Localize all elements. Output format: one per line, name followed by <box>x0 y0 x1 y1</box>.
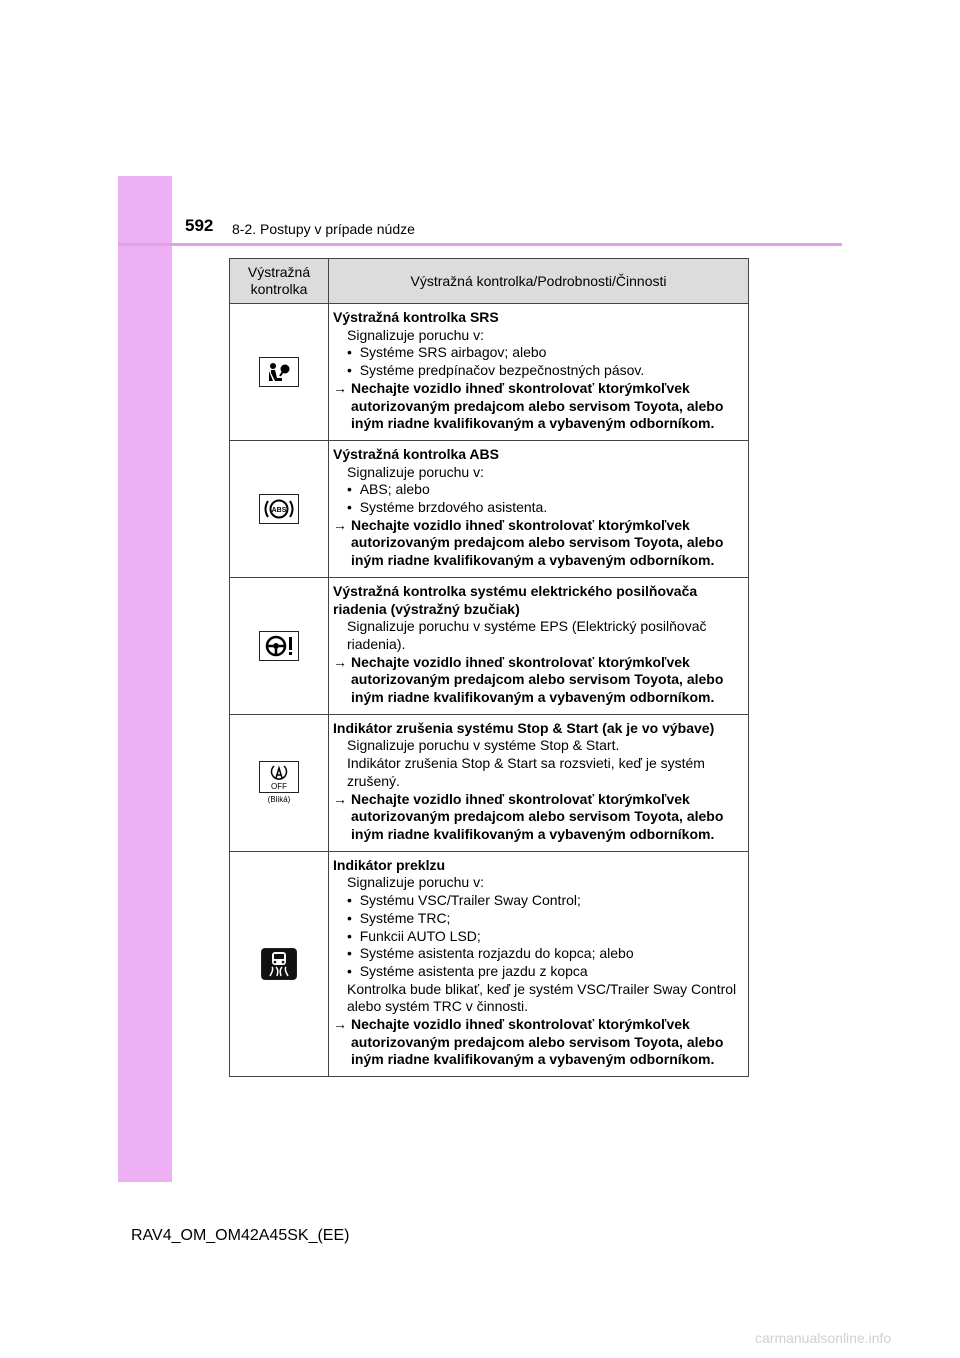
arrow-icon: → <box>333 1016 347 1033</box>
description-cell <box>329 440 749 577</box>
row-title: Indikátor preklzu <box>333 856 446 873</box>
chapter-side-tab <box>118 176 172 1182</box>
row-text: Indikátor zrušenia Stop & Start sa rozsvieti, keď je systém zrušený. <box>347 755 705 789</box>
icon-cell <box>230 851 329 1076</box>
row-text: Kontrolka bude blikať, keď je systém VSC/Trailer Sway Control alebo systém TRC v činnosti. <box>347 980 737 1015</box>
stop-start-off-icon <box>259 761 299 793</box>
bullet-item: • Systéme predpínačov bezpečnostných pásov. <box>347 362 645 379</box>
svg-text:OFF: OFF <box>271 782 287 792</box>
action-text: → Nechajte vozidlo ihneď skontrolovať ktorýmkoľvek autorizovaným predajcom alebo servisom Toyota, alebo iným riadne kvalifikovaným a vybaveným odborníkom. <box>333 379 724 432</box>
bullet-item: • Systéme TRC; <box>347 909 451 926</box>
row-title: Výstražná kontrolka SRS <box>333 309 499 325</box>
power-steering-warning-icon <box>259 631 299 661</box>
arrow-icon: → <box>333 379 347 396</box>
row-text: Signalizuje poruchu v systéme EPS (Elektrický posilňovač riadenia). <box>347 618 707 652</box>
icon-cell <box>230 714 329 851</box>
bullet-item: • Funkcii AUTO LSD; <box>347 927 481 944</box>
column-header-details: Výstražná kontrolka/Podrobnosti/Činnosti <box>329 259 749 304</box>
section-title: 8-2. Postupy v prípade núdze <box>232 221 415 237</box>
document-code: RAV4_OM_OM42A45SK_(EE) <box>131 1227 350 1244</box>
icon-cell <box>230 304 329 441</box>
row-text: Signalizuje poruchu v: <box>347 326 484 343</box>
watermark-url: carmanualsonline.info <box>755 1330 892 1346</box>
description-cell <box>329 577 749 714</box>
arrow-icon: → <box>333 516 347 533</box>
table-row <box>230 440 749 577</box>
bullet-item: • Systému VSC/Trailer Sway Control; <box>347 892 581 909</box>
description-cell <box>329 304 749 441</box>
arrow-icon: → <box>333 653 347 670</box>
bullet-item: • Systéme SRS airbagov; alebo <box>347 344 547 361</box>
slip-indicator-icon <box>261 948 297 980</box>
bullet-item: • Systéme asistenta rozjazdu do kopca; alebo <box>347 945 634 962</box>
header-rule <box>118 243 842 246</box>
page-number: 592 <box>185 216 214 235</box>
warning-lights-table <box>229 258 749 1077</box>
abs-icon <box>259 494 299 524</box>
srs-airbag-icon <box>259 357 299 387</box>
icon-cell <box>230 440 329 577</box>
description-cell <box>329 851 749 1076</box>
row-text: Signalizuje poruchu v systéme Stop & Start. <box>347 737 620 754</box>
icon-caption: (Bliká) <box>267 795 291 805</box>
bullet-item: • ABS; alebo <box>347 481 430 498</box>
table-header-row <box>230 259 749 304</box>
row-title: Indikátor zrušenia systému Stop & Start (ak je vo výbave) <box>333 719 715 736</box>
action-text: → Nechajte vozidlo ihneď skontrolovať ktorýmkoľvek autorizovaným predajcom alebo servisom Toyota, alebo iným riadne kvalifikovaným a vybaveným odborníkom. <box>333 1016 724 1068</box>
bullet-item: • Systéme asistenta pre jazdu z kopca <box>347 962 588 979</box>
bullet-item: • Systéme brzdového asistenta. <box>347 499 548 516</box>
description-cell <box>329 714 749 851</box>
row-text: Signalizuje poruchu v: <box>347 463 484 480</box>
table-row <box>230 304 749 441</box>
table-row <box>230 851 749 1076</box>
icon-cell <box>230 577 329 714</box>
action-text: → Nechajte vozidlo ihneď skontrolovať ktorýmkoľvek autorizovaným predajcom alebo servisom Toyota, alebo iným riadne kvalifikovaným a vybaveným odborníkom. <box>333 516 724 569</box>
row-title: Výstražná kontrolka systému elektrického posilňovača riadenia (výstražný bzučiak) <box>333 582 698 617</box>
row-text: Signalizuje poruchu v: <box>347 874 484 891</box>
action-text: → Nechajte vozidlo ihneď skontrolovať ktorýmkoľvek autorizovaným predajcom alebo servisom Toyota, alebo iným riadne kvalifikovaným a vybaveným odborníkom. <box>333 653 724 706</box>
svg-text:ABS: ABS <box>271 506 287 514</box>
column-header-warning-light: Výstražná kontrolka <box>230 259 329 304</box>
row-title: Výstražná kontrolka ABS <box>333 445 499 462</box>
action-text: → Nechajte vozidlo ihneď skontrolovať ktorýmkoľvek autorizovaným predajcom alebo servisom Toyota, alebo iným riadne kvalifikovaným a vybaveným odborníkom. <box>333 790 724 842</box>
arrow-icon: → <box>333 790 347 807</box>
table-row <box>230 577 749 714</box>
table-row <box>230 714 749 851</box>
